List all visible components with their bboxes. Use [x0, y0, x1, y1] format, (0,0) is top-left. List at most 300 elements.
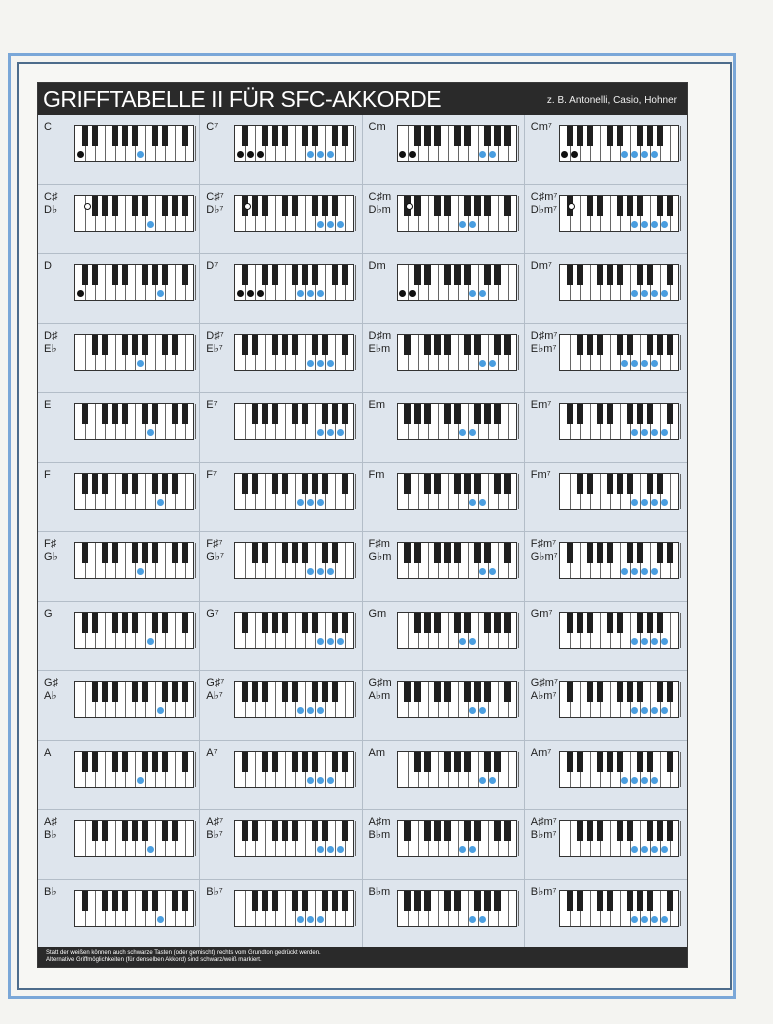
- key-marker-blue: [469, 707, 476, 714]
- key-marker-blue: [489, 151, 496, 158]
- black-key: [434, 474, 440, 494]
- key-marker-blue: [621, 360, 628, 367]
- key-marker-blue: [661, 638, 668, 645]
- chord-label: [369, 747, 386, 760]
- key-marker-blue: [459, 429, 466, 436]
- keyboard-diagram: [397, 820, 517, 857]
- chord-label: [369, 260, 386, 273]
- black-key: [102, 682, 108, 702]
- chord-cell: [38, 671, 200, 741]
- black-key: [647, 265, 653, 285]
- chord-name: Gm⁷: [530, 607, 553, 620]
- black-key: [577, 474, 583, 494]
- black-key: [112, 126, 118, 146]
- black-key: [577, 752, 583, 772]
- black-key: [637, 613, 643, 633]
- black-key: [434, 335, 440, 355]
- keyboard-diagram: [559, 751, 679, 788]
- black-key: [342, 126, 348, 146]
- chord-enharmonic-name: A♭⁷: [206, 690, 223, 702]
- black-key: [607, 126, 613, 146]
- key-marker-blue: [137, 151, 144, 158]
- black-key: [242, 821, 248, 841]
- black-key: [82, 891, 88, 911]
- chord-label: [369, 608, 387, 621]
- keyboard-diagram: [397, 125, 517, 162]
- chord-enharmonic-name: D♭: [44, 203, 58, 216]
- chord-enharmonic-name: E♭⁷: [206, 342, 223, 355]
- black-key: [444, 891, 450, 911]
- key-marker-blue: [317, 221, 324, 228]
- black-key: [484, 196, 490, 216]
- chord-label: [44, 747, 51, 760]
- keyboard-diagram: [397, 890, 517, 927]
- black-key: [454, 474, 460, 494]
- black-key: [667, 335, 673, 355]
- black-key: [597, 543, 603, 563]
- chord-cell: [525, 254, 687, 324]
- key-marker-blue: [631, 638, 638, 645]
- chord-label: [206, 608, 219, 621]
- chord-label: [369, 816, 391, 842]
- black-key: [92, 335, 98, 355]
- keyboard-diagram: [559, 542, 679, 579]
- chord-cell: [363, 393, 525, 463]
- black-key: [312, 474, 318, 494]
- chord-enharmonic-name: D♭⁷: [206, 203, 224, 216]
- black-key: [312, 682, 318, 702]
- black-key: [152, 126, 158, 146]
- chord-cell: [200, 254, 362, 324]
- key-marker-blue: [317, 499, 324, 506]
- key-marker-black: [409, 290, 416, 297]
- key-marker-blue: [297, 290, 304, 297]
- black-key: [424, 752, 430, 772]
- black-key: [132, 196, 138, 216]
- key-marker-blue: [317, 638, 324, 645]
- black-key: [424, 891, 430, 911]
- black-key: [597, 891, 603, 911]
- black-key: [242, 682, 248, 702]
- black-key: [302, 613, 308, 633]
- chord-enharmonic-name: G♭: [44, 551, 58, 563]
- black-key: [252, 335, 258, 355]
- keyboard-diagram: [234, 890, 354, 927]
- key-marker-blue: [157, 290, 164, 297]
- black-key: [657, 613, 663, 633]
- keyboard-diagram: [397, 473, 517, 510]
- black-key: [252, 196, 258, 216]
- black-key: [122, 891, 128, 911]
- black-key: [454, 404, 460, 424]
- key-marker-blue: [307, 499, 314, 506]
- black-key: [262, 126, 268, 146]
- black-key: [617, 196, 623, 216]
- chord-label: [206, 886, 223, 899]
- black-key: [142, 821, 148, 841]
- chord-name: Em⁷: [530, 399, 552, 411]
- black-key: [292, 682, 298, 702]
- key-marker-blue: [297, 499, 304, 506]
- black-key: [292, 543, 298, 563]
- black-key: [132, 543, 138, 563]
- black-key: [252, 821, 258, 841]
- black-key: [597, 682, 603, 702]
- key-marker-blue: [479, 151, 486, 158]
- black-key: [82, 126, 88, 146]
- key-marker-blue: [317, 360, 324, 367]
- black-key: [404, 404, 410, 424]
- black-key: [162, 335, 168, 355]
- black-key: [262, 196, 268, 216]
- chord-label: [531, 191, 558, 217]
- key-marker-blue: [479, 916, 486, 923]
- black-key: [494, 891, 500, 911]
- chord-label: [206, 399, 217, 412]
- black-key: [494, 752, 500, 772]
- black-key: [647, 752, 653, 772]
- chord-cell: [38, 741, 200, 811]
- black-key: [312, 335, 318, 355]
- key-marker-blue: [157, 499, 164, 506]
- black-key: [637, 682, 643, 702]
- key-marker-blue: [337, 638, 344, 645]
- black-key: [132, 335, 138, 355]
- chord-label: [44, 260, 52, 273]
- black-key: [627, 891, 633, 911]
- key-marker-blue: [489, 360, 496, 367]
- key-marker-blue: [297, 707, 304, 714]
- page-title: GRIFFTABELLE II FÜR SFC-AKKORDE: [43, 86, 442, 112]
- white-key: [508, 891, 519, 926]
- chord-label: [206, 330, 223, 356]
- black-key: [332, 891, 338, 911]
- black-key: [444, 821, 450, 841]
- black-key: [162, 196, 168, 216]
- black-key: [162, 821, 168, 841]
- chord-name: Gm: [368, 607, 387, 620]
- black-key: [494, 265, 500, 285]
- chord-name: F♯: [44, 538, 57, 550]
- black-key: [657, 126, 663, 146]
- black-key: [172, 821, 178, 841]
- footer-line-1: Statt der weißen können auch schwarze Tasten (oder gemischt) rechts vom Grundton gedrückt werden.: [46, 950, 321, 956]
- black-key: [597, 821, 603, 841]
- black-key: [424, 404, 430, 424]
- black-key: [637, 196, 643, 216]
- keyboard-diagram: [74, 125, 194, 162]
- black-key: [617, 265, 623, 285]
- key-marker-blue: [469, 221, 476, 228]
- black-key: [342, 474, 348, 494]
- black-key: [142, 682, 148, 702]
- key-marker-blue: [469, 290, 476, 297]
- chord-cell: [38, 602, 200, 672]
- white-key: [185, 335, 196, 370]
- chord-enharmonic-name: B♭: [44, 829, 57, 841]
- key-marker-blue: [317, 846, 324, 853]
- black-key: [122, 126, 128, 146]
- chord-label: [44, 538, 58, 564]
- black-key: [494, 821, 500, 841]
- black-key: [82, 543, 88, 563]
- chord-name: Cm⁷: [530, 121, 552, 133]
- black-key: [282, 821, 288, 841]
- black-key: [414, 613, 420, 633]
- black-key: [444, 335, 450, 355]
- black-key: [424, 821, 430, 841]
- black-key: [434, 682, 440, 702]
- black-key: [272, 891, 278, 911]
- chord-name: B♭: [44, 885, 57, 898]
- black-key: [182, 613, 188, 633]
- black-key: [272, 474, 278, 494]
- black-key: [162, 126, 168, 146]
- key-marker-blue: [307, 916, 314, 923]
- keyboard-diagram: [74, 542, 194, 579]
- key-marker-blue: [459, 221, 466, 228]
- black-key: [504, 613, 510, 633]
- black-key: [252, 474, 258, 494]
- black-key: [637, 404, 643, 424]
- black-key: [162, 682, 168, 702]
- black-key: [647, 335, 653, 355]
- black-key: [567, 682, 573, 702]
- black-key: [172, 335, 178, 355]
- black-key: [464, 613, 470, 633]
- black-key: [587, 821, 593, 841]
- key-marker-blue: [641, 360, 648, 367]
- black-key: [657, 196, 663, 216]
- black-key: [434, 613, 440, 633]
- black-key: [464, 682, 470, 702]
- black-key: [667, 752, 673, 772]
- black-key: [122, 474, 128, 494]
- black-key: [322, 196, 328, 216]
- black-key: [122, 752, 128, 772]
- black-key: [182, 196, 188, 216]
- key-marker-blue: [661, 916, 668, 923]
- key-marker-blue: [459, 846, 466, 853]
- black-key: [82, 752, 88, 772]
- black-key: [302, 752, 308, 772]
- chord-cell: [200, 185, 362, 255]
- keyboard-diagram: [397, 403, 517, 440]
- black-key: [414, 891, 420, 911]
- black-key: [474, 335, 480, 355]
- black-key: [342, 613, 348, 633]
- chord-enharmonic-name: E♭m⁷: [530, 342, 557, 355]
- chord-cell: [200, 880, 362, 950]
- black-key: [567, 265, 573, 285]
- black-key: [454, 613, 460, 633]
- chord-label: [206, 538, 224, 564]
- white-key: [185, 474, 196, 509]
- black-key: [484, 265, 490, 285]
- black-key: [404, 821, 410, 841]
- black-key: [667, 404, 673, 424]
- black-key: [657, 821, 663, 841]
- black-key: [494, 335, 500, 355]
- key-marker-blue: [641, 221, 648, 228]
- key-marker-blue: [327, 151, 334, 158]
- black-key: [627, 821, 633, 841]
- black-key: [302, 543, 308, 563]
- black-key: [322, 404, 328, 424]
- black-key: [272, 404, 278, 424]
- chord-name: Am⁷: [530, 746, 552, 759]
- chord-label: [369, 469, 385, 482]
- key-marker-blue: [469, 638, 476, 645]
- key-marker-blue: [641, 777, 648, 784]
- chord-cell: [525, 741, 687, 811]
- white-key: [508, 404, 519, 439]
- black-key: [322, 335, 328, 355]
- chord-cell: [525, 115, 687, 185]
- black-key: [444, 543, 450, 563]
- black-key: [504, 682, 510, 702]
- black-key: [272, 752, 278, 772]
- chord-cell: [200, 602, 362, 672]
- black-key: [142, 265, 148, 285]
- black-key: [627, 682, 633, 702]
- black-key: [567, 404, 573, 424]
- key-marker-white: [568, 203, 575, 210]
- chord-name: G: [44, 607, 53, 620]
- key-marker-blue: [469, 429, 476, 436]
- chord-cell: [200, 671, 362, 741]
- chord-cell: [38, 254, 200, 324]
- chord-cell: [200, 810, 362, 880]
- black-key: [464, 196, 470, 216]
- black-key: [464, 126, 470, 146]
- keyboard-diagram: [397, 264, 517, 301]
- chord-cell: [38, 185, 200, 255]
- black-key: [302, 126, 308, 146]
- black-key: [667, 543, 673, 563]
- black-key: [172, 474, 178, 494]
- white-key: [670, 126, 681, 161]
- black-key: [252, 404, 258, 424]
- footer-note: [38, 947, 687, 967]
- black-key: [464, 335, 470, 355]
- keyboard-diagram: [234, 612, 354, 649]
- black-key: [617, 752, 623, 772]
- black-key: [132, 474, 138, 494]
- chord-label: [44, 608, 53, 621]
- black-key: [404, 543, 410, 563]
- black-key: [587, 613, 593, 633]
- black-key: [152, 613, 158, 633]
- black-key: [242, 126, 248, 146]
- keyboard-diagram: [234, 125, 354, 162]
- black-key: [464, 752, 470, 772]
- black-key: [92, 821, 98, 841]
- black-key: [272, 335, 278, 355]
- chord-cell: [38, 880, 200, 950]
- chord-label: [369, 677, 392, 703]
- black-key: [252, 682, 258, 702]
- key-marker-blue: [327, 846, 334, 853]
- black-key: [597, 404, 603, 424]
- chord-name: G♯⁷: [206, 677, 225, 689]
- chord-name: C♯m⁷: [530, 190, 558, 203]
- black-key: [597, 752, 603, 772]
- white-key: [670, 474, 681, 509]
- black-key: [434, 196, 440, 216]
- black-key: [272, 821, 278, 841]
- black-key: [92, 613, 98, 633]
- chord-cell: [363, 532, 525, 602]
- black-key: [637, 752, 643, 772]
- black-key: [567, 752, 573, 772]
- black-key: [292, 196, 298, 216]
- black-key: [132, 613, 138, 633]
- chord-label: [206, 677, 224, 703]
- black-key: [647, 821, 653, 841]
- black-key: [444, 265, 450, 285]
- black-key: [607, 543, 613, 563]
- chord-name: A: [44, 746, 52, 759]
- black-key: [424, 613, 430, 633]
- black-key: [597, 335, 603, 355]
- black-key: [424, 335, 430, 355]
- black-key: [494, 613, 500, 633]
- key-marker-white: [84, 203, 91, 210]
- black-key: [92, 265, 98, 285]
- key-marker-blue: [297, 916, 304, 923]
- black-key: [172, 543, 178, 563]
- keyboard-diagram: [559, 125, 679, 162]
- black-key: [332, 613, 338, 633]
- black-key: [617, 613, 623, 633]
- black-key: [424, 474, 430, 494]
- key-marker-blue: [661, 221, 668, 228]
- black-key: [504, 543, 510, 563]
- chord-label: [44, 816, 57, 842]
- black-key: [494, 126, 500, 146]
- black-key: [262, 891, 268, 911]
- black-key: [587, 543, 593, 563]
- black-key: [262, 613, 268, 633]
- black-key: [627, 474, 633, 494]
- key-marker-blue: [641, 499, 648, 506]
- chord-name: A⁷: [206, 746, 218, 759]
- chord-cell: [525, 532, 687, 602]
- chord-name: Fm: [368, 468, 385, 481]
- key-marker-blue: [337, 429, 344, 436]
- keyboard-diagram: [234, 403, 354, 440]
- black-key: [567, 613, 573, 633]
- chord-label: [531, 677, 558, 703]
- key-marker-blue: [317, 290, 324, 297]
- key-marker-black: [257, 151, 264, 158]
- key-marker-blue: [651, 638, 658, 645]
- key-marker-blue: [327, 429, 334, 436]
- key-marker-blue: [327, 777, 334, 784]
- black-key: [102, 196, 108, 216]
- chord-cell: [363, 185, 525, 255]
- black-key: [152, 474, 158, 494]
- black-key: [617, 335, 623, 355]
- key-marker-blue: [479, 707, 486, 714]
- black-key: [474, 196, 480, 216]
- black-key: [637, 891, 643, 911]
- black-key: [282, 474, 288, 494]
- black-key: [607, 752, 613, 772]
- black-key: [577, 404, 583, 424]
- chord-name: Fm⁷: [530, 468, 551, 481]
